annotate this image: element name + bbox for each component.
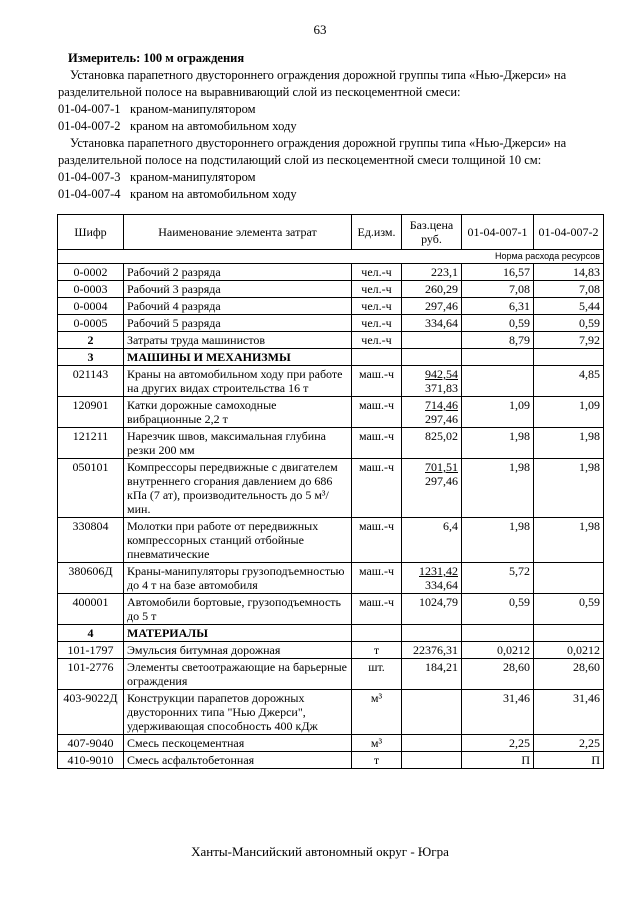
cell-price: 260,29 xyxy=(402,281,462,298)
cell-price xyxy=(402,735,462,752)
table-row xyxy=(58,397,604,428)
cell-price xyxy=(402,349,462,366)
cell-value-1: 0,59 xyxy=(462,594,534,625)
section-row xyxy=(58,625,604,642)
price-base: 714,46 xyxy=(425,398,458,412)
table-row xyxy=(58,332,604,349)
cell-value-1 xyxy=(462,366,534,397)
cell-value-2: 0,59 xyxy=(534,594,604,625)
cell-value-2: 5,44 xyxy=(534,298,604,315)
cell-code: 400001 xyxy=(58,594,124,625)
cell-value-2 xyxy=(534,625,604,642)
cell-value-1 xyxy=(462,349,534,366)
cell-price: 334,64 xyxy=(402,315,462,332)
cell-value-1: 5,72 xyxy=(462,563,534,594)
cell-name: Рабочий 2 разряда xyxy=(124,264,352,281)
cell-value-1: 28,60 xyxy=(462,659,534,690)
cell-price xyxy=(402,690,462,735)
cell-code: 101-2776 xyxy=(58,659,124,690)
cell-unit: м³ xyxy=(352,735,402,752)
cell-value-2: 0,59 xyxy=(534,315,604,332)
table-row xyxy=(58,518,604,563)
cell-value-1: 7,08 xyxy=(462,281,534,298)
table-row xyxy=(58,735,604,752)
cell-name: Краны-манипуляторы грузоподъемностью до 4 т на базе автомобиля xyxy=(124,563,352,594)
price-wage: 297,46 xyxy=(425,412,458,426)
cell-value-2: 1,98 xyxy=(534,518,604,563)
cell-name: Катки дорожные самоходные вибрационные 2,2 т xyxy=(124,397,352,428)
table-row xyxy=(58,752,604,769)
price-wage: 334,64 xyxy=(425,578,458,592)
cell-price: 22376,31 xyxy=(402,642,462,659)
cell-name: Конструкции парапетов дорожных двусторонних типа "Нью Джерси", удерживающая способность 400 кДж xyxy=(124,690,352,735)
header-price: Баз.цена руб. xyxy=(402,215,462,250)
cell-value-1: 8,79 xyxy=(462,332,534,349)
cell-unit: чел.-ч xyxy=(352,281,402,298)
cell-price xyxy=(402,752,462,769)
table-row xyxy=(58,315,604,332)
cell-code: 4 xyxy=(58,625,124,642)
cell-unit: чел.-ч xyxy=(352,315,402,332)
cell-value-1: 1,98 xyxy=(462,428,534,459)
header-unit: Ед.изм. xyxy=(352,215,402,250)
code-id: 01-04-007-2 xyxy=(58,119,121,133)
header-col2: 01-04-007-2 xyxy=(534,215,604,250)
cell-code: 101-1797 xyxy=(58,642,124,659)
table-row xyxy=(58,690,604,735)
cell-value-2: 14,83 xyxy=(534,264,604,281)
cell-code: 410-9010 xyxy=(58,752,124,769)
cell-unit xyxy=(352,349,402,366)
cell-value-2 xyxy=(534,563,604,594)
cell-price xyxy=(402,397,462,428)
cell-price xyxy=(402,459,462,518)
code-line xyxy=(58,101,618,118)
table-row xyxy=(58,428,604,459)
cell-name: Смесь асфальтобетонная xyxy=(124,752,352,769)
cell-code: 0-0003 xyxy=(58,281,124,298)
cell-price xyxy=(402,332,462,349)
cell-unit: маш.-ч xyxy=(352,518,402,563)
cell-unit: м³ xyxy=(352,690,402,735)
cell-price xyxy=(402,563,462,594)
cell-code: 330804 xyxy=(58,518,124,563)
cell-value-2: 1,98 xyxy=(534,459,604,518)
cell-unit: т xyxy=(352,642,402,659)
cell-price: 1024,79 xyxy=(402,594,462,625)
description-2: Установка парапетного двустороннего ограждения дорожной группы типа «Нью-Джерси» на разделительной полосе на подстилающий слой из пескоцементной смеси толщиной 10 см: xyxy=(58,136,567,167)
price-base: 1231,42 xyxy=(419,564,458,578)
cell-unit: маш.-ч xyxy=(352,563,402,594)
codes-group-1 xyxy=(58,101,618,135)
codes-group-2 xyxy=(58,169,618,203)
cell-name: Краны на автомобильном ходу при работе на других видах строительства 16 т xyxy=(124,366,352,397)
cell-value-1: 0,59 xyxy=(462,315,534,332)
cell-name: Автомобили бортовые, грузоподъемность до 5 т xyxy=(124,594,352,625)
header-name: Наименование элемента затрат xyxy=(124,215,352,250)
cell-name: Эмульсия битумная дорожная xyxy=(124,642,352,659)
cell-name: Затраты труда машинистов xyxy=(124,332,352,349)
cell-unit: маш.-ч xyxy=(352,428,402,459)
cell-unit xyxy=(352,625,402,642)
cell-value-1: 1,09 xyxy=(462,397,534,428)
cell-value-2: 2,25 xyxy=(534,735,604,752)
cell-code: 121211 xyxy=(58,428,124,459)
cell-code: 0-0004 xyxy=(58,298,124,315)
code-id: 01-04-007-4 xyxy=(58,187,121,201)
cell-code: 120901 xyxy=(58,397,124,428)
table-body xyxy=(58,264,604,769)
cell-unit: чел.-ч xyxy=(352,298,402,315)
price-base: 701,51 xyxy=(425,460,458,474)
cell-value-2: 1,09 xyxy=(534,397,604,428)
resource-table xyxy=(57,214,604,769)
cell-value-2: 31,46 xyxy=(534,690,604,735)
code-id: 01-04-007-3 xyxy=(58,170,121,184)
cell-value-1: 16,57 xyxy=(462,264,534,281)
description-1: Установка парапетного двустороннего ограждения дорожной группы типа «Нью-Джерси» на разделительной полосе на выравнивающий слой из пескоцементной смеси: xyxy=(58,68,567,99)
code-text: краном на автомобильном ходу xyxy=(130,187,297,201)
cell-name: Элементы светоотражающие на барьерные ограждения xyxy=(124,659,352,690)
cell-unit: маш.-ч xyxy=(352,397,402,428)
table-row xyxy=(58,281,604,298)
cell-unit: чел.-ч xyxy=(352,264,402,281)
cell-unit: маш.-ч xyxy=(352,459,402,518)
cell-value-1: 1,98 xyxy=(462,518,534,563)
cell-code: 407-9040 xyxy=(58,735,124,752)
code-text: краном на автомобильном ходу xyxy=(130,119,297,133)
cell-price: 297,46 xyxy=(402,298,462,315)
cell-value-1 xyxy=(462,625,534,642)
cell-name: Нарезчик швов, максимальная глубина резки 200 мм xyxy=(124,428,352,459)
cell-price xyxy=(402,366,462,397)
cell-price: 825,02 xyxy=(402,428,462,459)
cell-value-2: 4,85 xyxy=(534,366,604,397)
table-row xyxy=(58,298,604,315)
cell-price: 184,21 xyxy=(402,659,462,690)
code-text: краном-манипулятором xyxy=(130,170,256,184)
cell-code: 3 xyxy=(58,349,124,366)
cell-value-1: 0,0212 xyxy=(462,642,534,659)
table-row xyxy=(58,594,604,625)
cell-code: 050101 xyxy=(58,459,124,518)
cell-unit: маш.-ч xyxy=(352,366,402,397)
cell-code: 403-9022Д xyxy=(58,690,124,735)
page-footer: Ханты-Мансийский автономный округ - Югра xyxy=(191,844,449,859)
cell-name: Рабочий 5 разряда xyxy=(124,315,352,332)
table-row xyxy=(58,642,604,659)
price-wage: 297,46 xyxy=(425,474,458,488)
cell-name: Смесь пескоцементная xyxy=(124,735,352,752)
cell-value-2: 7,08 xyxy=(534,281,604,298)
cell-value-2: 28,60 xyxy=(534,659,604,690)
code-line xyxy=(58,169,618,186)
cell-unit: чел.-ч xyxy=(352,332,402,349)
cell-name: Молотки при работе от передвижных компрессорных станций отбойные пневматические xyxy=(124,518,352,563)
cell-value-1: 31,46 xyxy=(462,690,534,735)
cell-value-1: 2,25 xyxy=(462,735,534,752)
price-wage: 371,83 xyxy=(425,381,458,395)
table-row xyxy=(58,264,604,281)
norm-label-row xyxy=(58,250,604,264)
document-header xyxy=(58,50,618,203)
norm-label: Норма расхода ресурсов xyxy=(462,250,604,264)
cell-code: 0-0005 xyxy=(58,315,124,332)
code-line xyxy=(58,118,618,135)
cell-price: 6,4 xyxy=(402,518,462,563)
cell-name: Рабочий 4 разряда xyxy=(124,298,352,315)
table-header-row xyxy=(58,215,604,250)
cell-value-1: 1,98 xyxy=(462,459,534,518)
measure-unit: Измеритель: 100 м ограждения xyxy=(68,51,245,65)
code-id: 01-04-007-1 xyxy=(58,102,121,116)
code-line xyxy=(58,186,618,203)
cell-code: 2 xyxy=(58,332,124,349)
code-text: краном-манипулятором xyxy=(130,102,256,116)
cell-unit: шт. xyxy=(352,659,402,690)
header-col1: 01-04-007-1 xyxy=(462,215,534,250)
cell-value-2: 1,98 xyxy=(534,428,604,459)
table-row xyxy=(58,366,604,397)
cell-price xyxy=(402,625,462,642)
header-code: Шифр xyxy=(58,215,124,250)
cell-unit: т xyxy=(352,752,402,769)
section-row xyxy=(58,349,604,366)
cell-value-1: 6,31 xyxy=(462,298,534,315)
cell-value-2: П xyxy=(534,752,604,769)
table-row xyxy=(58,563,604,594)
cell-code: 0-0002 xyxy=(58,264,124,281)
page-number: 63 xyxy=(313,22,327,37)
price-base: 942,54 xyxy=(425,367,458,381)
table-row xyxy=(58,459,604,518)
cell-value-2: 0,0212 xyxy=(534,642,604,659)
cell-price: 223,1 xyxy=(402,264,462,281)
cell-code: 380606Д xyxy=(58,563,124,594)
cell-name: МАШИНЫ И МЕХАНИЗМЫ xyxy=(124,349,352,366)
table-row xyxy=(58,659,604,690)
cell-code: 021143 xyxy=(58,366,124,397)
cell-value-2 xyxy=(534,349,604,366)
cell-name: МАТЕРИАЛЫ xyxy=(124,625,352,642)
cell-unit: маш.-ч xyxy=(352,594,402,625)
cell-value-2: 7,92 xyxy=(534,332,604,349)
cell-name: Компрессоры передвижные с двигателем внутреннего сгорания давлением до 686 кПа (7 ат), производительность до 5 м³/мин. xyxy=(124,459,352,518)
cell-name: Рабочий 3 разряда xyxy=(124,281,352,298)
cell-value-1: П xyxy=(462,752,534,769)
